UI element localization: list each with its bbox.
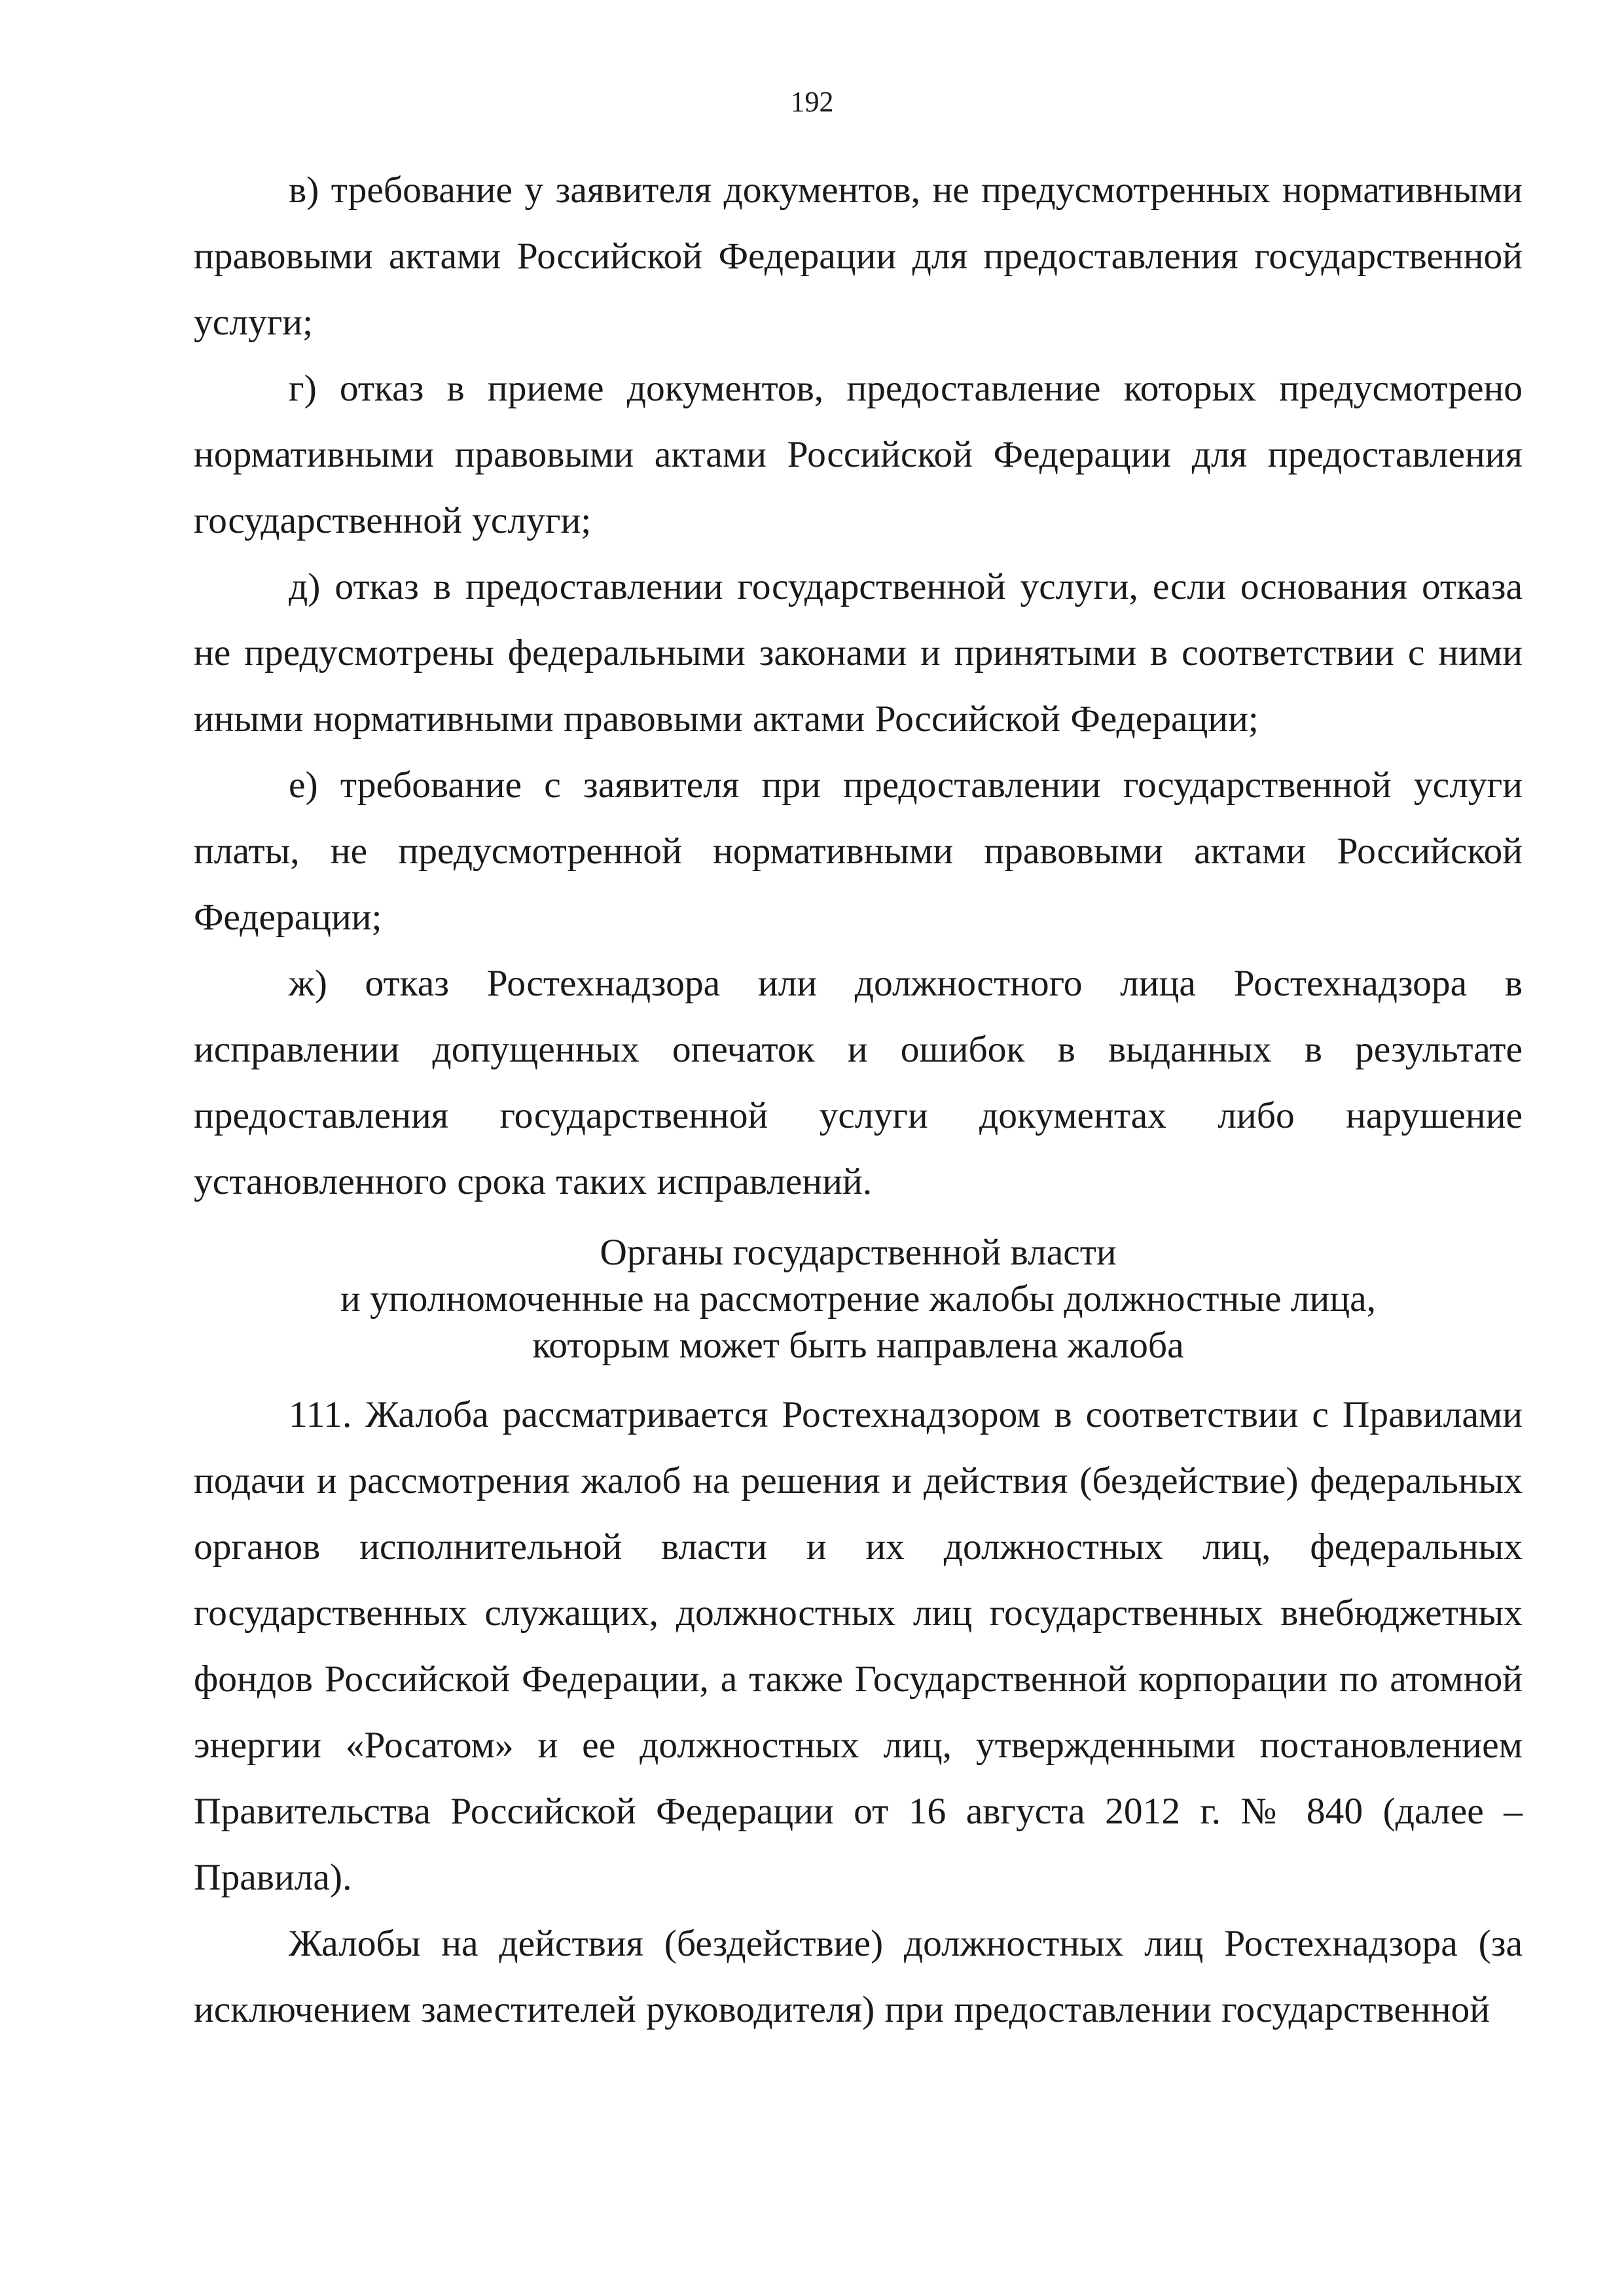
- section-heading-line-3: которым может быть направлена жалоба: [532, 1325, 1184, 1366]
- paragraph-item-d: д) отказ в предоставлении государственной услуги, если основания отказа не предусмотрены федеральными законами и принятыми в соответствии с ними иными нормативными правовыми актами Российской Федерации;: [194, 566, 1523, 740]
- paragraph-111: 111. Жалоба рассматривается Ростехнадзором в соответствии с Правилами подачи и рассмотрения жалоб на решения и действия (бездействие) федеральных органов исполнительной власти и их должностных лиц, федеральных государственных служащих, должностных лиц государственных внебюджетных фондов Российской Федерации, а также Государственной корпорации по атомной энергии «Росатом» и ее должностных лиц, утвержденными постановлением Правительства Российской Федерации от 16 августа 2012 г. № 840 (далее – Правила).: [194, 1394, 1523, 1898]
- section-heading-line-2: и уполномоченные на рассмотрение жалобы должностные лица,: [340, 1278, 1376, 1319]
- section-heading-line-1: Органы государственной власти: [600, 1232, 1117, 1273]
- paragraph-item-zh: ж) отказ Ростехнадзора или должностного лица Ростехнадзора в исправлении допущенных опечаток и ошибок в выданных в результате предоставления государственной услуги документах либо нарушение установленного срока таких исправлений.: [194, 963, 1523, 1202]
- paragraph-item-e: е) требование с заявителя при предоставлении государственной услуги платы, не предусмотренной нормативными правовыми актами Российской Федерации;: [194, 764, 1523, 938]
- page-number: 192: [790, 86, 834, 118]
- paragraph-complaints: Жалобы на действия (бездействие) должностных лиц Ростехнадзора (за исключением заместителей руководителя) при предоставлении государственной: [194, 1923, 1523, 2030]
- paragraph-item-v: в) требование у заявителя документов, не предусмотренных нормативными правовыми актами Российской Федерации для предоставления государственной услуги;: [194, 170, 1523, 343]
- paragraph-item-g: г) отказ в приеме документов, предоставление которых предусмотрено нормативными правовыми актами Российской Федерации для предоставления государственной услуги;: [194, 368, 1523, 541]
- document-body: [194, 157, 1523, 2043]
- section-heading: [194, 1229, 1523, 1369]
